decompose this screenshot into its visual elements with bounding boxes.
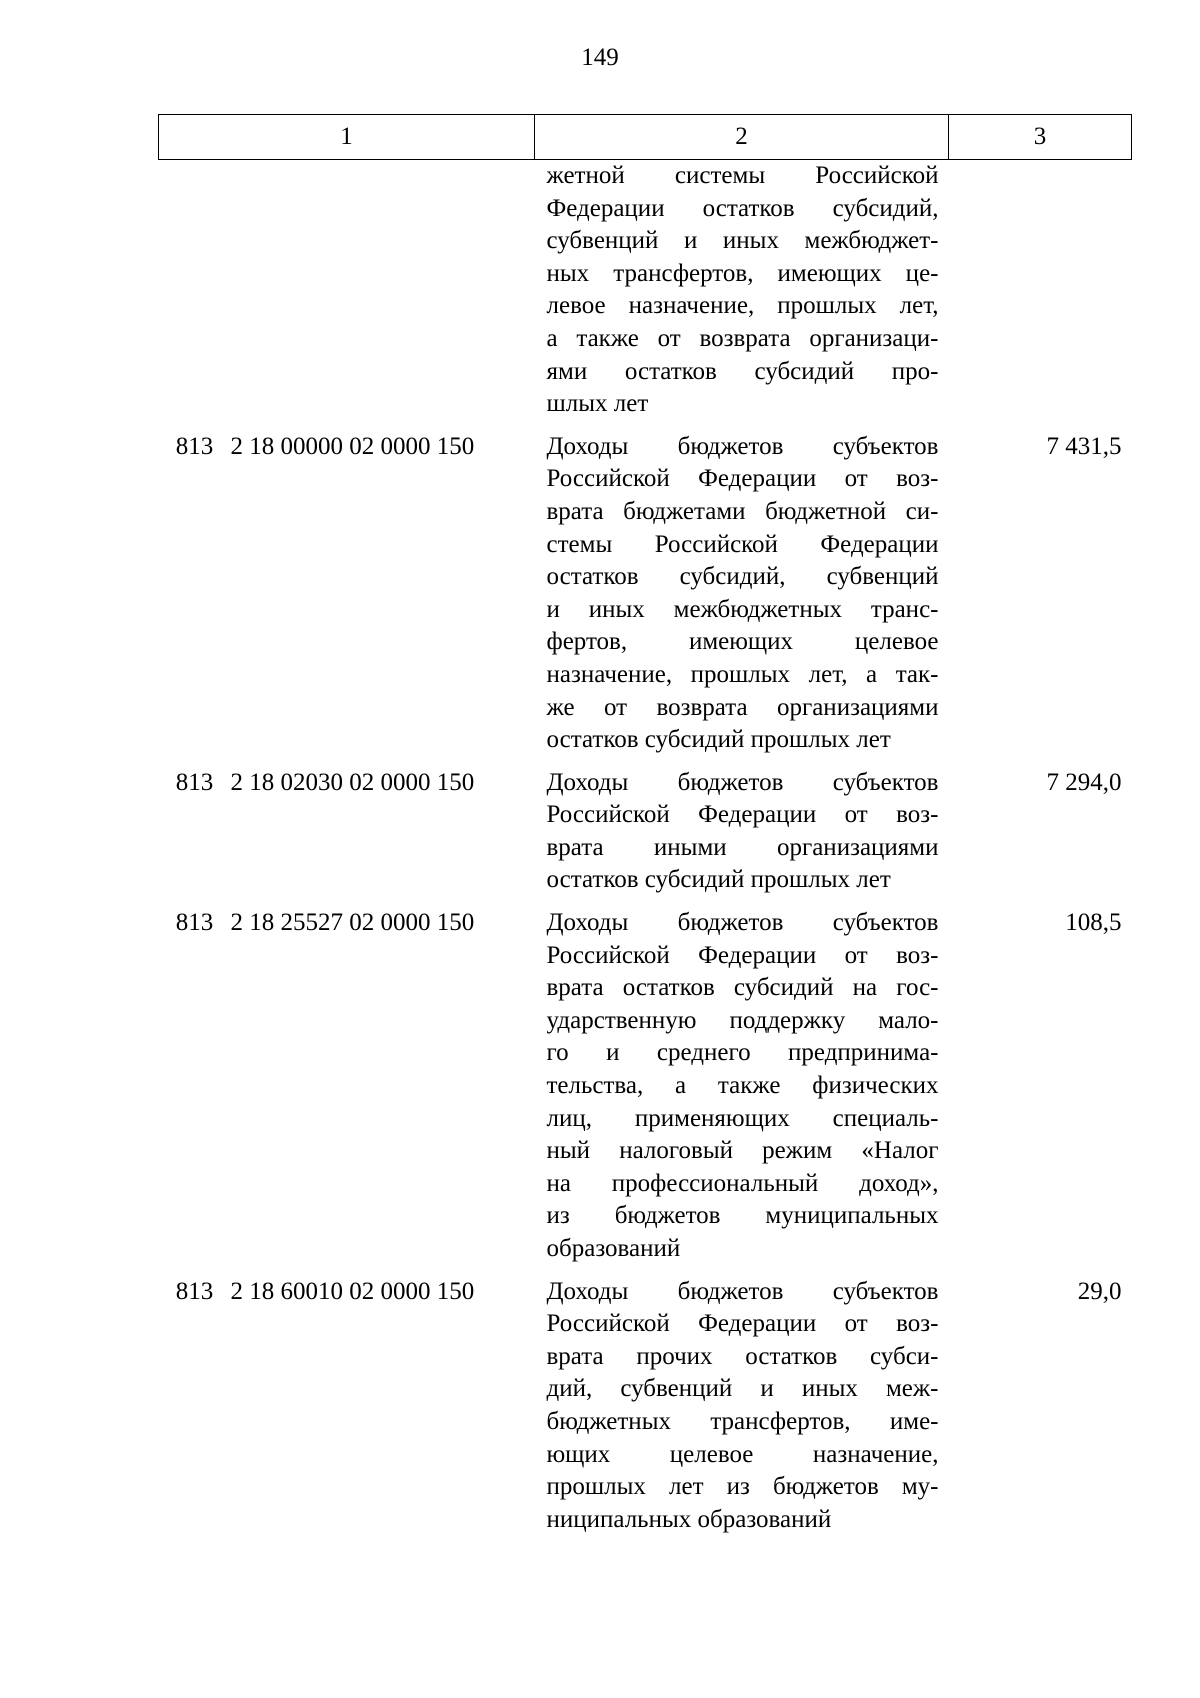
description-line: жетной системы Российской [546, 162, 939, 189]
admin-code: 813 [175, 768, 214, 796]
table-row [159, 767, 1132, 907]
description-line: ющих целевое назначение, [546, 1440, 939, 1468]
description-line: из бюджетов муниципальных [546, 1202, 939, 1230]
description-line: остатков субсидий прошлых лет [546, 726, 891, 754]
description-line: и иных межбюджетных транс- [546, 595, 939, 623]
budget-table [158, 114, 1132, 1546]
description-line: Российской Федерации от воз- [546, 801, 939, 829]
description-line: ный налоговый режим «Налог [546, 1137, 939, 1165]
code-cell [159, 431, 535, 767]
table-row [159, 1276, 1132, 1547]
description-line: врата прочих остатков субси- [546, 1342, 939, 1370]
description-line: Доходы бюджетов субъектов [546, 909, 939, 937]
description-line: стемы Российской Федерации [546, 530, 939, 558]
amount-cell: 7 431,5 [1046, 432, 1122, 460]
continuation-amount-cell [949, 160, 1132, 431]
column-header-3: 3 [949, 115, 1132, 160]
description-line: Российской Федерации от воз- [546, 941, 939, 969]
description-cell [535, 907, 949, 1276]
description-cell [535, 431, 949, 767]
description-cell [535, 767, 949, 907]
table-row [159, 431, 1132, 767]
header-row [159, 115, 1132, 160]
description-line: Доходы бюджетов субъектов [546, 768, 939, 796]
page-number: 149 [581, 44, 619, 71]
description-line: ных трансфертов, имеющих це- [546, 259, 939, 287]
column-header-2: 2 [535, 115, 949, 160]
budget-classification-code: 2 18 25527 02 0000 150 [230, 909, 475, 937]
description-line: левое назначение, прошлых лет, [546, 292, 939, 320]
description-line: Федерации остатков субсидий, [546, 194, 939, 222]
description-line: же от возврата организациями [546, 693, 939, 721]
description-line: го и среднего предпринима- [546, 1039, 939, 1067]
continuation-description [535, 160, 949, 431]
description-line: остатков субсидий, субвенций [546, 563, 939, 591]
description-line: Российской Федерации от воз- [546, 1310, 939, 1338]
description-line: тельства, а также физических [546, 1072, 939, 1100]
description-line: лиц, применяющих специаль- [546, 1104, 939, 1132]
description-line: ями остатков субсидий про- [546, 357, 939, 385]
description-line: Доходы бюджетов субъектов [546, 432, 939, 460]
description-cell [535, 1276, 949, 1547]
description-line: а также от возврата организаци- [546, 324, 939, 352]
description-line: фертов, имеющих целевое [546, 628, 939, 656]
amount-cell: 29,0 [1077, 1277, 1122, 1305]
budget-classification-code: 2 18 60010 02 0000 150 [230, 1277, 475, 1305]
code-cell [159, 907, 535, 1276]
admin-code: 813 [175, 1277, 214, 1305]
amount-cell: 7 294,0 [1046, 768, 1122, 796]
description-line: образований [546, 1235, 681, 1262]
code-cell [159, 767, 535, 907]
description-line: ниципальных образований [546, 1505, 832, 1533]
code-cell [159, 1276, 535, 1547]
continuation-code-cell [159, 160, 535, 431]
description-line: назначение, прошлых лет, а так- [546, 660, 939, 688]
description-line: дий, субвенций и иных меж- [546, 1375, 939, 1403]
description-line: бюджетных трансфертов, име- [546, 1407, 939, 1435]
budget-classification-code: 2 18 00000 02 0000 150 [230, 432, 475, 460]
budget-classification-code: 2 18 02030 02 0000 150 [230, 768, 475, 796]
column-header-1: 1 [159, 115, 535, 160]
table-body [159, 160, 1132, 1547]
description-line: прошлых лет из бюджетов му- [546, 1473, 939, 1501]
description-line: на профессиональный доход», [546, 1169, 939, 1197]
admin-code: 813 [175, 909, 214, 937]
description-line: Доходы бюджетов субъектов [546, 1277, 939, 1305]
description-line: остатков субсидий прошлых лет [546, 866, 891, 894]
admin-code: 813 [175, 432, 214, 460]
description-line: субвенций и иных межбюджет- [546, 227, 939, 255]
description-line: Российской Федерации от воз- [546, 465, 939, 493]
table-row [159, 907, 1132, 1276]
description-line: ударственную поддержку мало- [546, 1006, 939, 1034]
continuation-row [159, 160, 1132, 431]
description-line: шлых лет [546, 390, 649, 418]
amount-cell: 108,5 [1065, 909, 1122, 937]
description-line: врата остатков субсидий на гос- [546, 974, 939, 1002]
description-line: врата бюджетами бюджетной си- [546, 497, 939, 525]
description-line: врата иными организациями [546, 833, 939, 861]
